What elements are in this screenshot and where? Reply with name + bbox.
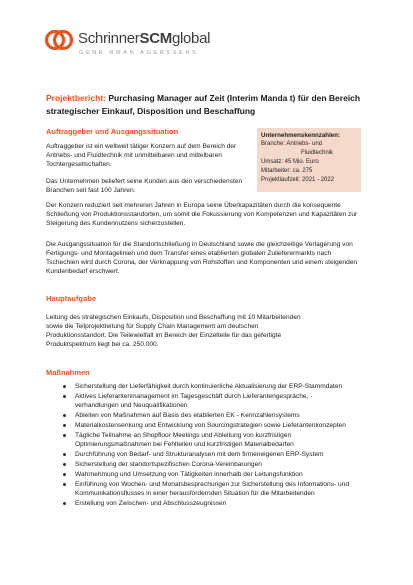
list-item: Einführung von Wochen- und Monatsbesprechungen zur Sicherstellung des Informations- und Kommunikationsflusses in einer herausfordernden Situation für die Mitarbeitenden	[62, 480, 352, 498]
logo-tagline: GENE RMAN AGERSSERS	[79, 50, 199, 56]
logo-mark-icon	[44, 28, 74, 52]
measures-list	[62, 382, 352, 509]
list-item: Wahrnehmung und Umsetzung von Tätigkeiten innerhalb der Leitungsfunktion	[62, 470, 352, 479]
situation-paragraph-4: Die Ausgangssituation für die Standortschließung in Deutschland sowie die gleichzeitige Verlagerung von Fertigungs- und Montagelinien und dem Transfer eines etablierten globalen Zulieferermarkts nach Tschechien wird durch Corona, der Verknappung von Rohstoffen und Komponenten und einem steigenden Kundenbedarf erschwert.	[46, 241, 358, 275]
list-item: Ableiten von Maßnahmen auf Basis des etablierten EK - Kennzahlensystems	[62, 411, 352, 420]
task-paragraph: Leitung des strategischen Einkaufs, Disposition und Beschaffung mit 10 Mitarbeitenden sowie die Teilprojektleitung für Supply Chain Management am deutschen Produktionsstandort. Die Teilewielfalt im Bereich der Einzelteile für das gefertigte Produktspektrum liegt bei ca. 250.000.	[46, 314, 301, 348]
logo-wordmark	[78, 30, 210, 47]
measures-heading: Maßnahmen	[46, 368, 90, 377]
page-title	[46, 92, 366, 118]
situation-paragraph-1: Auftraggeber ist ein weltweit tätiger Konzern auf dem Bereich der Antriebs- und Fluidtechnik mit unmittelbaren und mittelbaren Tochtergesellschaften.	[46, 143, 237, 168]
situation-heading: Auftraggeber und Ausgangssituation	[46, 127, 179, 136]
kennzahlen-projektlaufzeit: Projektlaufzeit: 2021 - 2022	[261, 177, 335, 183]
logo-name-part1: Schrinner	[78, 30, 140, 47]
kennzahlen-box	[257, 128, 361, 192]
situation-paragraph-2: Das Unternehmen beliefert seine Kunden aus den verschiedensten Branchen seit fast 100 Jahren.	[46, 178, 243, 194]
kennzahlen-mitarbeiter: Mitarbeiter: ca. 275	[261, 168, 313, 174]
logo-name-part3: global	[171, 30, 211, 47]
logo-name-part2: SCM	[139, 30, 172, 47]
list-item: Aktives Lieferantenmanagement im Tagesgeschäft durch Lieferantengespräche, -verhandlungen und Neuqualifikationen	[62, 392, 352, 410]
list-item: Materialkostensenkung und Entwicklung von Sourcingstrategien sowie Lieferantenkonzepten	[62, 421, 352, 430]
kennzahlen-umsatz: Umsatz: 45 Mio. Euro	[261, 159, 319, 165]
task-heading: Hauptaufgabe	[46, 294, 97, 303]
situation-paragraph-3: Der Konzern reduziert seit mehreren Jahren in Europa seine Überkapazitäten durch die konsequente Schließung von Produktionsstandorten, um somit die Fokussierung von Kompetenzen und Kapazitäten zur Steigerung des Kundennutzens sicherzustellen.	[46, 202, 358, 227]
title-lead: Projektbericht:	[46, 93, 106, 103]
list-item: Durchführung von Bedarf- und Strukturanalysen mit dem firmeneigenen ERP-System	[62, 450, 352, 459]
list-item: Sicherstellung der Lieferfähigkeit durch kontinuierliche Aktualisierung der ERP-Stammdaten	[62, 382, 352, 391]
list-item: Tägliche Teilnahme an Shopfloor Meetings und Ableitung von kurzfristigen Optimierungsmaßnahmen bei Fehlteilen und kurzfristigen Materialbedarfen	[62, 431, 352, 449]
title-text: Purchasing Manager auf Zeit (Interim Manda t) für den Bereich strategischer Einkauf, Disposition und Beschaffung	[46, 93, 361, 116]
kennzahlen-branche: Branche: Antriebs- und	[261, 141, 323, 147]
kennzahlen-branche-cont: Fluidtechnik	[301, 150, 334, 156]
list-item: Sicherstellung der standortspezifischen Corona-Vereinbarungen	[62, 460, 352, 469]
kennzahlen-title: Unternehmenskennzahlen:	[261, 132, 341, 139]
list-item: Erstellung von Zwischen- und Abschlusszeugnissen	[62, 499, 352, 508]
